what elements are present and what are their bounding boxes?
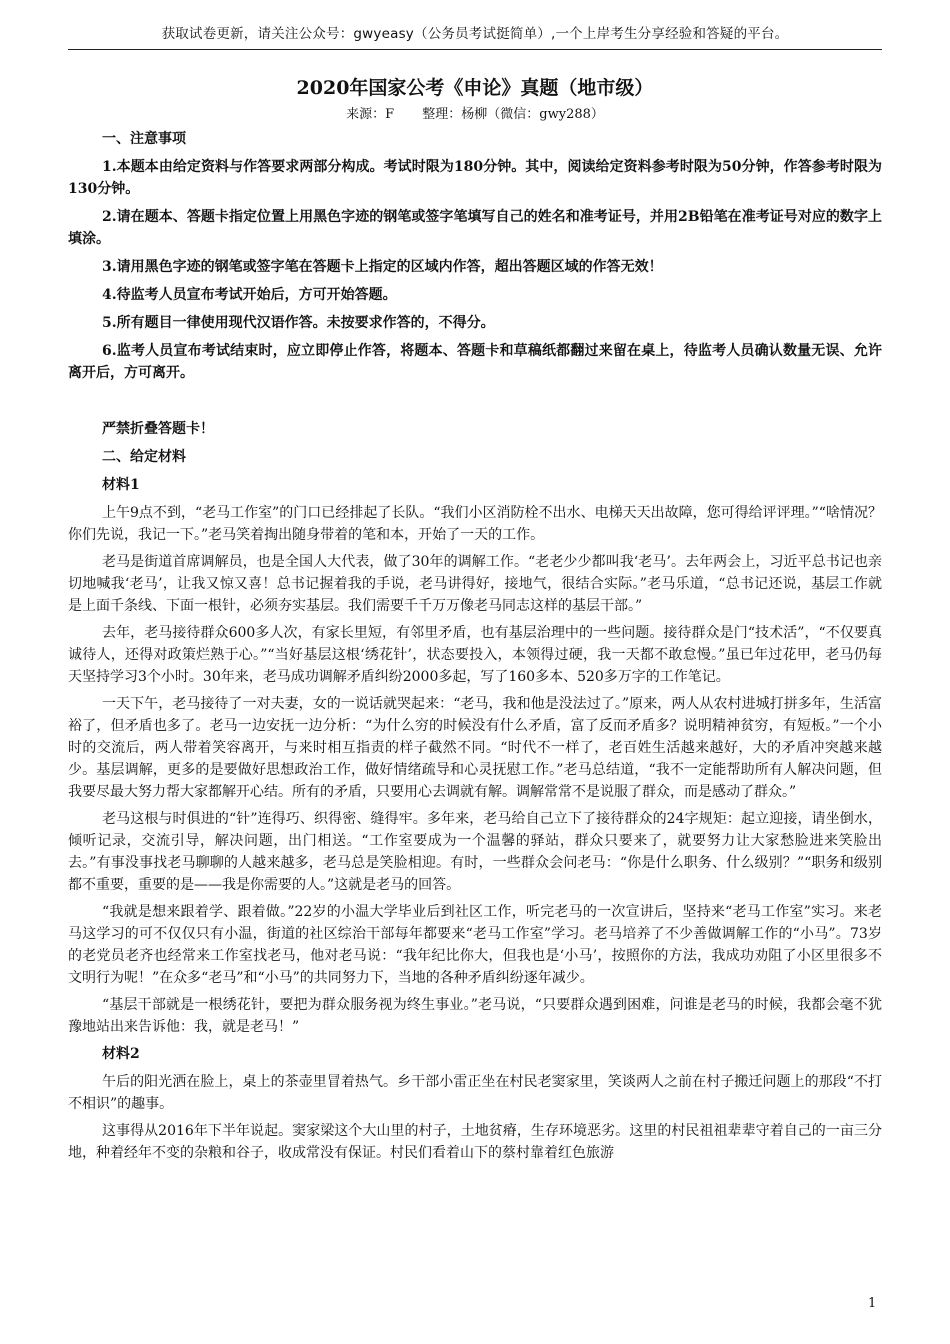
section-heading-materials: 二、给定材料 <box>102 449 186 465</box>
page-number: 1 <box>868 1296 877 1311</box>
material-paragraph: “我就是想来跟着学、跟着做。”22岁的小温大学毕业后到社区工作，听完老马的一次宣讲后，坚持来“老马工作室”实习。来老马这学习的可不仅仅只有小温，街道的社区综治干部每年都要来“老马工作室”学习。老马培养了不少善做调解工作的“小马”。73岁的老党员老齐也经常来工作室找老马，他对老马说：“我年纪比你大，但我也是‘小马’，按照你的方法，我成功劝阻了小区里很多不文明行为呢！”在众多“老马”和“小马”的共同努力下，当地的各种矛盾纠纷逐年减少。 <box>68 904 882 986</box>
note-item: 5.所有题目一律使用现代汉语作答。未按要求作答的，不得分。 <box>102 315 495 331</box>
note-item: 6.监考人员宣布考试结束时，应立即停止作答，将题本、答题卡和草稿纸都翻过来留在桌上，待监考人员确认数量无误、允许离开后，方可离开。 <box>68 343 882 381</box>
header-note: 获取试卷更新，请关注公众号：gwyeasy（公务员考试挺简单）,一个上岸考生分享经验和答疑的平台。 <box>161 26 789 42</box>
note-item: 1.本题本由给定资料与作答要求两部分构成。考试时限为180分钟。其中，阅读给定资料参考时限为50分钟，作答参考时限为130分钟。 <box>68 159 882 197</box>
material-paragraph: 去年，老马接待群众600多人次，有家长里短，有邻里矛盾，也有基层治理中的一些问题。接待群众是门“技术活”，“不仅要真诚待人，还得对政策烂熟于心。”“当好基层这根‘绣花针’，状态要投入，本领得过硬，我一天都不敢怠慢。”虽已年过花甲，老马仍每天坚持学习3个小时。30年来，老马成功调解矛盾纠纷2000多起，写了160多本、520多万字的工作笔记。 <box>68 625 882 685</box>
material-paragraph: 老马是街道首席调解员，也是全国人大代表，做了30年的调解工作。“老老少少都叫我‘老马’。去年两会上，习近平总书记也亲切地喊我‘老马’，让我又惊又喜！总书记握着我的手说，老马讲得好，接地气，很结合实际。”老马乐道，“总书记还说，基层工作就是上面千条线、下面一根针，必须夯实基层。我们需要千千万万像老马同志这样的基层干部。” <box>68 554 882 614</box>
material-paragraph: 午后的阳光洒在脸上，桌上的茶壶里冒着热气。乡干部小雷正坐在村民老窦家里，笑谈两人之前在村子搬迁问题上的那段“不打不相识”的趣事。 <box>68 1074 882 1112</box>
material-paragraph: 这事得从2016年下半年说起。窦家梁这个大山里的村子，土地贫瘠，生存环境恶劣。这里的村民祖祖辈辈守着自己的一亩三分地，种着经年不变的杂粮和谷子，收成常没有保证。村民们看着山下的蔡村靠着红色旅游 <box>68 1123 882 1161</box>
material-paragraph: 上午9点不到，“老马工作室”的门口已经排起了长队。“我们小区消防栓不出水、电梯天天出故障，您可得给评评理。”“啥情况？你们先说，我记一下。”老马笑着掏出随身带着的笔和本，开始了一天的工作。 <box>68 505 882 543</box>
material-paragraph: 一天下午，老马接待了一对夫妻，女的一说话就哭起来：“老马，我和他是没法过了。”原来，两人从农村进城打拼多年，生活富裕了，但矛盾也多了。老马一边安抚一边分析：“为什么穷的时候没有什么矛盾，富了反而矛盾多？说明精神贫穷，有短板。”一个小时的交流后，两人带着笑容离开，与来时相互指责的样子截然不同。“时代不一样了，老百姓生活越来越好，大的矛盾冲突越来越少。基层调解，更多的是要做好思想政治工作，做好情绪疏导和心灵抚慰工作。”老马总结道，“我不一定能帮助所有人解决问题，但我要尽最大努力帮大家都解开心结。所有的矛盾，只要用心去调就有解。调解常常不是说服了群众，而是感动了群众。” <box>68 696 882 800</box>
document-body <box>68 128 882 1169</box>
material-1-title: 材料1 <box>102 477 140 493</box>
note-item: 4.待监考人员宣布考试开始后，方可开始答题。 <box>102 287 397 303</box>
note-item: 2.请在题本、答题卡指定位置上用黑色字迹的钢笔或签字笔填写自己的姓名和准考证号，并用2B铅笔在准考证号对应的数字上填涂。 <box>68 209 882 247</box>
page-title: 2020年国家公考《申论》真题（地市级） <box>296 77 654 99</box>
material-paragraph: 老马这根与时俱进的“针”连得巧、织得密、缝得牢。多年来，老马给自己立下了接待群众的24字规矩：起立迎接，请坐倒水，倾听记录，交流引导，解决问题，出门相送。“工作室要成为一个温馨的驿站，群众只要来了，就要努力让大家愁脸进来笑脸出去。”有事没事找老马聊聊的人越来越多，老马总是笑脸相迎。有时，一些群众会问老马：“你是什么职务、什么级别？”“职务和级别都不重要，重要的是——我是你需要的人。”这就是老马的回答。 <box>68 811 882 893</box>
section-heading-notes: 一、注意事项 <box>102 131 186 147</box>
editor-label: 整理：杨柳（微信：gwy288） <box>422 107 604 122</box>
note-item: 3.请用黑色字迹的钢笔或签字笔在答题卡上指定的区域内作答，超出答题区域的作答无效！ <box>102 259 663 275</box>
header-divider <box>68 49 882 50</box>
source-line <box>0 103 950 122</box>
material-2-title: 材料2 <box>102 1046 140 1062</box>
material-paragraph: “基层干部就是一根绣花针，要把为群众服务视为终生事业。”老马说，“只要群众遇到困难，问谁是老马的时候，我都会毫不犹豫地站出来告诉他：我，就是老马！” <box>68 997 882 1035</box>
source-label: 来源：F <box>346 107 395 122</box>
warning-text: 严禁折叠答题卡！ <box>102 421 214 437</box>
